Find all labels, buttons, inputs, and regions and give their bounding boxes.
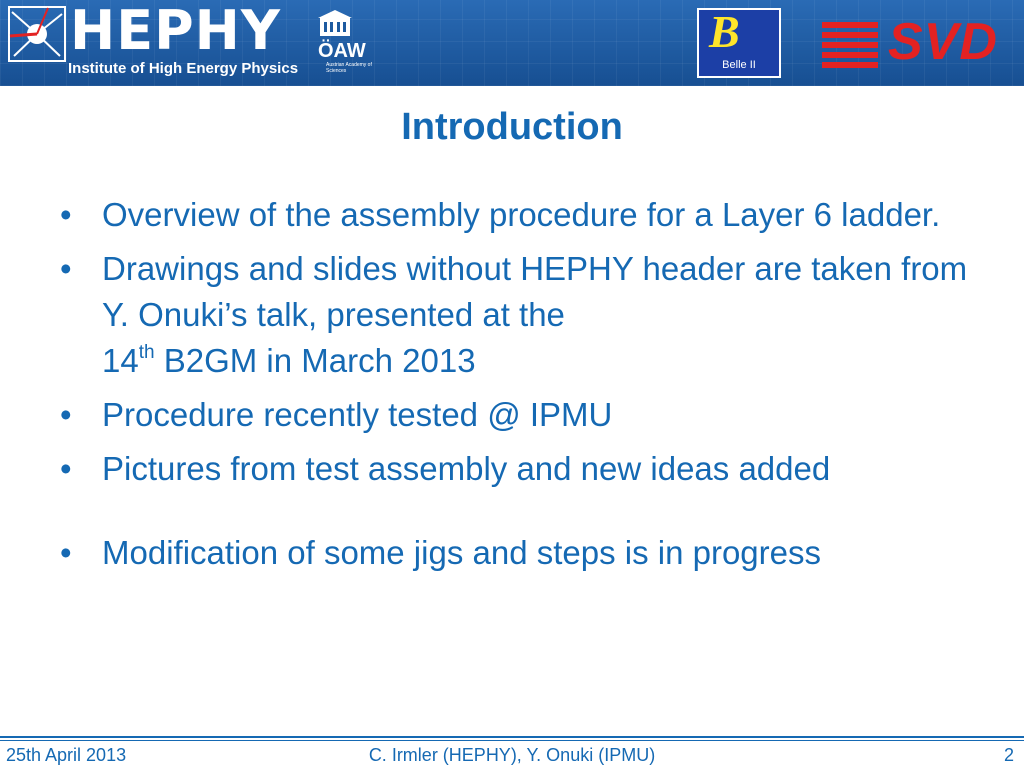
bullet-item bbox=[60, 392, 1000, 438]
academy-name: ÖAW bbox=[318, 40, 366, 62]
footer-authors: C. Irmler (HEPHY), Y. Onuki (IPMU) bbox=[368, 745, 656, 765]
page-number: 2 bbox=[1003, 745, 1014, 765]
bullet-item bbox=[60, 530, 1000, 576]
academy-building-icon bbox=[318, 10, 352, 38]
bullet-text: Drawings and slides without HEPHY header are taken from Y. Onuki’s talk, presented at the bbox=[102, 250, 968, 333]
belle-logo bbox=[697, 8, 781, 78]
belle-letter: B bbox=[709, 6, 740, 57]
svd-label: SVD bbox=[888, 13, 998, 71]
academy-subtitle: Austrian Academy of Sciences bbox=[326, 62, 372, 74]
bullet-item bbox=[60, 192, 1000, 238]
bullet-text: 14 bbox=[102, 342, 139, 379]
academy-logo bbox=[318, 10, 380, 80]
header-banner bbox=[0, 0, 1024, 86]
slide-title: Introduction bbox=[401, 106, 623, 148]
footer-divider bbox=[0, 740, 1024, 741]
belle-label: Belle II bbox=[722, 59, 756, 71]
hephy-logo-icon bbox=[8, 6, 66, 62]
footer-divider bbox=[0, 736, 1024, 738]
bullet-item bbox=[60, 246, 1000, 384]
org-subtitle: Institute of High Energy Physics bbox=[68, 60, 299, 77]
bullet-text: Overview of the assembly procedure for a Layer 6 ladder. bbox=[102, 196, 941, 233]
bullet-superscript: th bbox=[138, 342, 155, 363]
bullet-text: Pictures from test assembly and new ideas added bbox=[102, 450, 831, 487]
svd-stripes-icon bbox=[822, 20, 878, 68]
org-name: HEPHY bbox=[70, 0, 281, 62]
bullet-list bbox=[60, 192, 1000, 584]
bullet-text: Procedure recently tested @ IPMU bbox=[102, 396, 613, 433]
footer-date: 25th April 2013 bbox=[6, 745, 127, 765]
bullet-text: Modification of some jigs and steps is in progress bbox=[102, 534, 822, 571]
bullet-item bbox=[60, 446, 1000, 492]
bullet-text: B2GM in March 2013 bbox=[154, 342, 476, 379]
